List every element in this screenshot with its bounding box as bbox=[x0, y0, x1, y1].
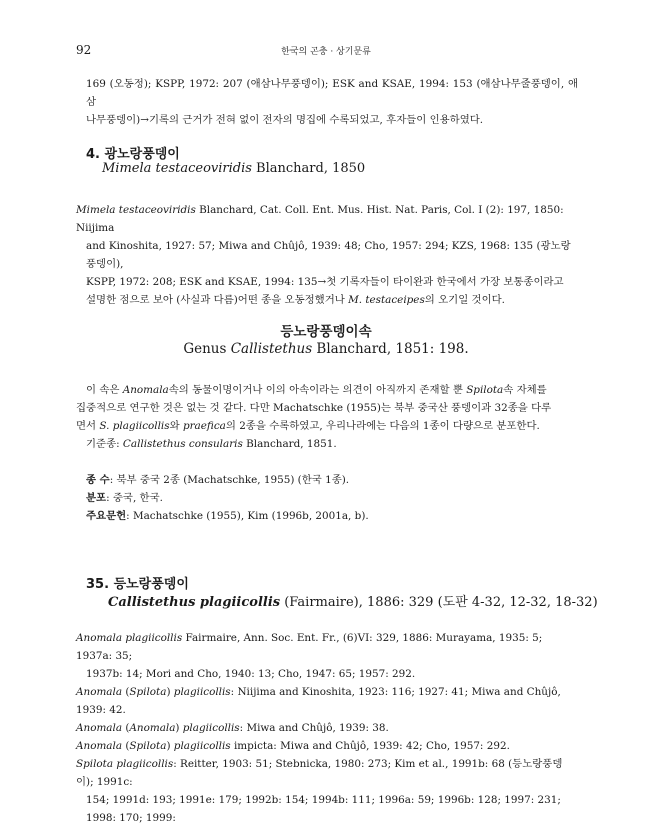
synonymy-line: Anomala (Anomala) plagiicollis: Miwa and Chûjô, 1939: 38. bbox=[76, 722, 389, 734]
intro-line: 나무풍뎅이)→기록의 근거가 전혀 없이 전자의 명집에 수록되었고, 후자들이 인용하였다. bbox=[86, 114, 484, 126]
synonymy-line: KSPP, 1972: 208; ESK and KSAE, 1994: 135→첫 기록자들이 타이완과 한국에서 가장 보통종이라고 bbox=[86, 276, 564, 288]
species-4-latin bbox=[102, 161, 365, 176]
genus-latin-heading: Genus Callistethus Blanchard, 1851: 198. bbox=[183, 341, 469, 357]
species-35-heading bbox=[86, 573, 189, 592]
species-authority: (Fairmaire), 1886: 329 (도판 4-32, 12-32, 18-32) bbox=[280, 595, 598, 610]
synonymy-line: Anomala (Spilota) plagiicollis: Niijima and Kinoshita, 1923: 116; 1927: 41; Miwa and Chûjô, 1939: 42. bbox=[76, 686, 561, 716]
species-35-synonymy bbox=[76, 629, 576, 827]
synonymy-line: 설명한 점으로 보아 (사실과 다름)어떤 종을 오동정했거나 M. testaceipes의 오기일 것이다. bbox=[86, 294, 505, 306]
genus-info bbox=[86, 471, 369, 525]
synonymy-line: Spilota plagiicollis: Reitter, 1903: 51; Stebnicka, 1980: 273; Kim et al., 1991b: 68 (등노랑풍뎅이); 1991c: bbox=[76, 758, 563, 788]
synonymy-line: Mimela testaceoviridis Blanchard, Cat. Coll. Ent. Mus. Hist. Nat. Paris, Col. I (2): 197, 1850: Niijima bbox=[76, 204, 564, 234]
genus-description bbox=[76, 381, 578, 453]
distribution: 분포: 중국, 한국. bbox=[86, 492, 163, 504]
species-4-heading bbox=[86, 143, 180, 162]
species-authority: Blanchard, 1850 bbox=[251, 161, 366, 176]
synonymy-line: 1937b: 14; Mori and Cho, 1940: 13; Cho, 1947: 65; 1957: 292. bbox=[86, 668, 416, 680]
type-species-line: 기준종: Callistethus consularis Blanchard, 1851. bbox=[86, 438, 337, 450]
species-number: 35. bbox=[86, 577, 110, 592]
genus-desc-line: 이 속은 Anomala속의 동물이명이거나 이의 아속이라는 의견이 아직까지 존재할 뿐 Spilota속 자체를 bbox=[86, 384, 547, 396]
running-title: 한국의 곤충 · 상기문류 bbox=[281, 47, 371, 57]
intro-paragraph bbox=[86, 75, 578, 129]
genus-desc-line: 집중적으로 연구한 것은 없는 것 같다. 다만 Machatschke (1955)는 북부 중국산 풍뎅이과 32종을 다루 bbox=[76, 402, 552, 414]
species-number: 4. bbox=[86, 147, 100, 162]
synonymy-line: Anomala plagiicollis Fairmaire, Ann. Soc. Ent. Fr., (6)VI: 329, 1886: Murayama, 1935: 5; 1937a: 35; bbox=[76, 632, 543, 662]
species-count: 종 수: 북부 중국 2종 (Machatschke, 1955) (한국 1종). bbox=[86, 474, 350, 486]
species-korean-name: 등노랑풍뎅이 bbox=[113, 577, 189, 592]
synonymy-line: 154; 1991d: 193; 1991e: 179; 1992b: 154; 1994b: 111; 1996a: 59; 1996b: 128; 1997: 231; 1998: 170; 1999: bbox=[86, 794, 561, 824]
species-latin-name: Callistethus plagiicollis bbox=[108, 595, 281, 610]
intro-line: 169 (오동정); KSPP, 1972: 207 (애삼나무풍뎅이); ESK and KSAE, 1994: 153 (애삼나무줄풍뎅이, 애삼 bbox=[86, 78, 578, 108]
species-korean-name: 광노랑풍뎅이 bbox=[104, 147, 180, 162]
species-latin-name: Mimela testaceoviridis bbox=[102, 161, 252, 176]
species-4-synonymy bbox=[76, 201, 576, 309]
genus-korean-heading: 등노랑풍뎅이속 bbox=[280, 324, 372, 340]
synonymy-line: Anomala (Spilota) plagiicollis impicta: Miwa and Chûjô, 1939: 42; Cho, 1957: 292. bbox=[76, 740, 510, 752]
page-number: 92 bbox=[76, 43, 92, 57]
species-35-latin bbox=[108, 591, 598, 610]
synonymy-line: and Kinoshita, 1927: 57; Miwa and Chûjô, 1939: 48; Cho, 1957: 294; KZS, 1968: 135 (광노랑풍뎅이), bbox=[86, 240, 571, 270]
main-references: 주요문헌: Machatschke (1955), Kim (1996b, 2001a, b). bbox=[86, 510, 369, 522]
genus-desc-line: 면서 S. plagiicollis와 praefica의 2종을 수록하였고, 우리나라에는 다음의 1종이 다량으로 분포한다. bbox=[76, 420, 540, 432]
